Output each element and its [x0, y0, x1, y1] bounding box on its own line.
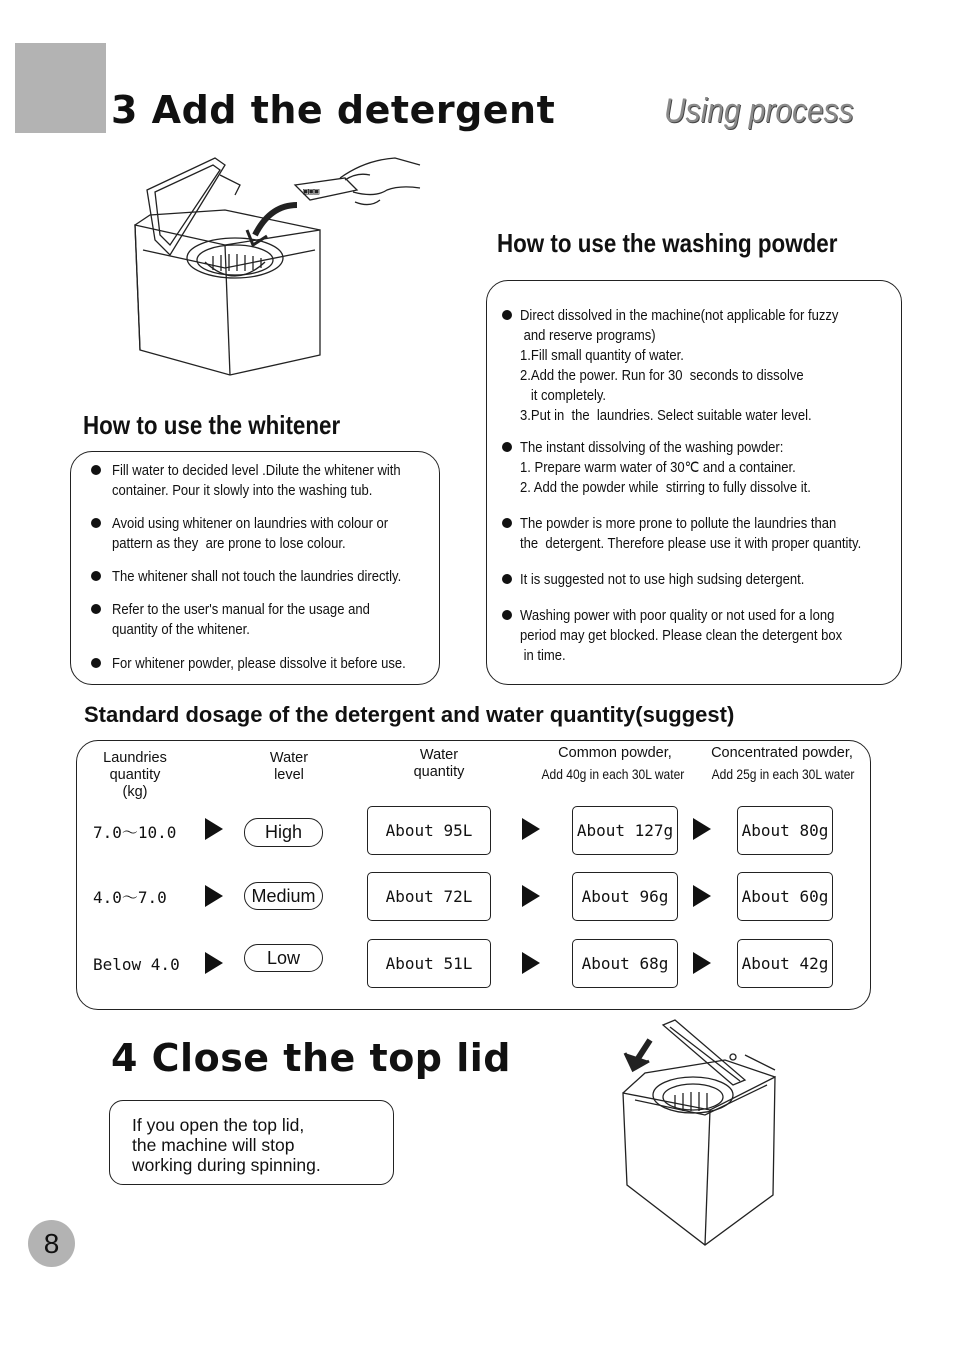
- arrow-right-icon: [693, 818, 711, 840]
- close-lid-note: If you open the top lid, the machine will stop working during spinning.: [132, 1115, 321, 1175]
- bullet-icon: [91, 465, 101, 475]
- bullet-icon: [502, 518, 512, 528]
- common-powder-cell: About 96g: [572, 872, 678, 921]
- bullet-icon: [502, 574, 512, 584]
- laundries-quantity: Below 4.0: [93, 955, 180, 974]
- bullet-icon: [502, 310, 512, 320]
- common-powder-cell: About 68g: [572, 939, 678, 988]
- list-item-text: The powder is more prone to pollute the laundries than the detergent. Therefore please use it with proper quantity.: [520, 516, 862, 552]
- water-level-badge: Low: [244, 944, 323, 972]
- arrow-right-icon: [693, 885, 711, 907]
- list-item-text: Direct dissolved in the machine(not applicable for fuzzy and reserve programs) 1.Fill small quantity of water. 2.Add the power. Run for 30 seconds to dissolve it completely. 3.Put in the laundries. Select suitable water level.: [520, 308, 839, 424]
- column-header-concentrated-title: Concentrated powder,: [711, 745, 853, 761]
- laundries-quantity: 7.0～10.0: [93, 823, 177, 842]
- arrow-right-icon: [205, 885, 223, 907]
- arrow-right-icon: [693, 952, 711, 974]
- dosage-heading: Standard dosage of the detergent and water quantity(suggest): [84, 702, 735, 727]
- concentrated-powder-cell: About 42g: [737, 939, 833, 988]
- water-quantity-cell: About 95L: [367, 806, 491, 855]
- concentrated-powder-cell: About 60g: [737, 872, 833, 921]
- bullet-icon: [91, 571, 101, 581]
- water-level-badge: High: [244, 818, 323, 847]
- close-lid-title: 4 Close the top lid: [111, 1036, 511, 1080]
- concentrated-powder-cell: About 80g: [737, 806, 833, 855]
- water-quantity-cell: About 51L: [367, 939, 491, 988]
- washing-powder-heading: How to use the washing powder: [497, 228, 838, 258]
- arrow-right-icon: [522, 885, 540, 907]
- list-item-text: Avoid using whitener on laundries with colour or pattern as they are prone to lose colour.: [112, 516, 389, 552]
- arrow-right-icon: [522, 818, 540, 840]
- common-powder-cell: About 127g: [572, 806, 678, 855]
- arrow-right-icon: [522, 952, 540, 974]
- column-header-water-level: Water level: [269, 750, 309, 783]
- water-level-badge: Medium: [244, 882, 323, 910]
- column-header-concentrated-sub: Add 25g in each 30L water: [711, 766, 855, 782]
- column-header-laundries: Laundries quantity (kg): [103, 750, 167, 800]
- header-gray-block: [15, 43, 106, 133]
- column-header-common-sub: Add 40g in each 30L water: [541, 766, 685, 782]
- page-number: 8: [28, 1220, 75, 1267]
- washing-machine-closing-lid-illustration: [615, 1015, 790, 1250]
- column-header-water-quantity: Water quantity: [413, 747, 465, 780]
- list-item-text: For whitener powder, please dissolve it before use.: [112, 656, 406, 672]
- laundries-quantity: 4.0～7.0: [93, 888, 167, 907]
- svg-text:▣▣▣: ▣▣▣: [303, 187, 320, 197]
- bullet-icon: [91, 604, 101, 614]
- list-item-text: The instant dissolving of the washing powder: 1. Prepare warm water of 30℃ and a container. 2. Add the powder while stirring to fully dissolve it.: [520, 440, 811, 496]
- arrow-right-icon: [205, 952, 223, 974]
- list-item-text: It is suggested not to use high sudsing detergent.: [520, 572, 805, 588]
- arrow-right-icon: [205, 818, 223, 840]
- list-item-text: The whitener shall not touch the laundries directly.: [112, 569, 402, 585]
- bullet-icon: [502, 442, 512, 452]
- bullet-icon: [91, 658, 101, 668]
- list-item-text: Washing power with poor quality or not used for a long period may get blocked. Please clean the detergent box in time.: [520, 608, 843, 664]
- bullet-icon: [502, 610, 512, 620]
- water-quantity-cell: About 72L: [367, 872, 491, 921]
- column-header-common-title: Common powder,: [558, 745, 672, 761]
- section-title: 3 Add the detergent: [111, 88, 556, 132]
- whitener-heading: How to use the whitener: [83, 410, 341, 440]
- list-item-text: Fill water to decided level .Dilute the whitener with container. Pour it slowly into the washing tub.: [112, 463, 401, 499]
- bullet-icon: [91, 518, 101, 528]
- washing-machine-open-lid-illustration: [125, 150, 425, 380]
- running-title: Using process: [664, 92, 854, 130]
- list-item-text: Refer to the user's manual for the usage and quantity of the whitener.: [112, 602, 370, 638]
